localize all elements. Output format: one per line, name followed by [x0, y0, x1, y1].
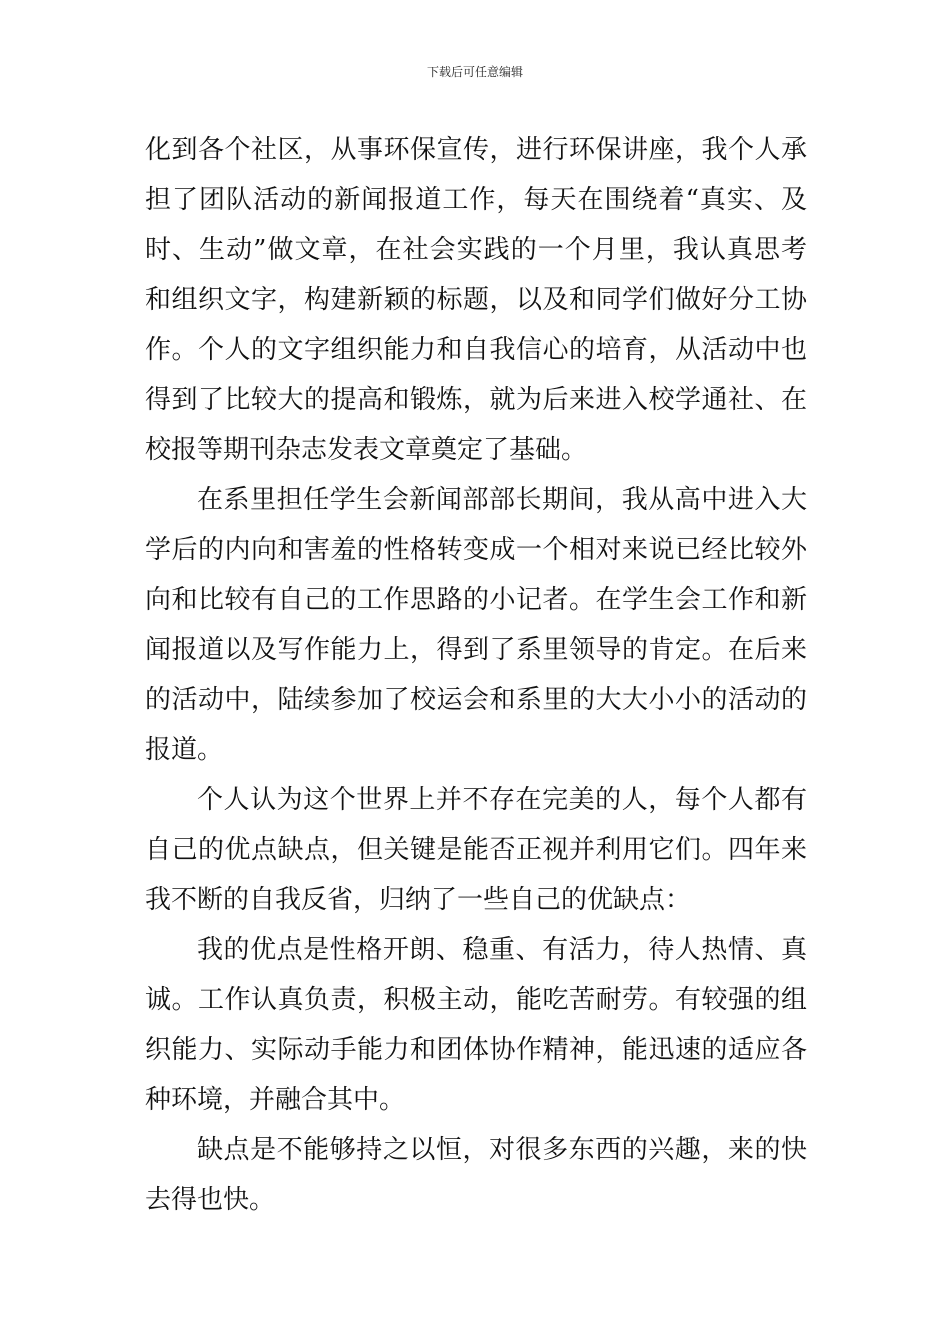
paragraph-strengths: 我的优点是性格开朗、稳重、有活力，待人热情、真诚。工作认真负责，积极主动，能吃苦耐劳。有较强的组织能力、实际动手能力和团体协作精神，能迅速的适应各种环境，并融合其中。: [145, 935, 807, 1115]
document-body: [145, 125, 807, 1225]
paragraph-news-department: 在系里担任学生会新闻部部长期间，我从高中进入大学后的内向和害羞的性格转变成一个相对来说已经比较外向和比较有自己的工作思路的小记者。在学生会工作和新闻报道以及写作能力上，得到了系里领导的肯定。在后来的活动中，陆续参加了校运会和系里的大大小小的活动的报道。: [145, 485, 807, 765]
page-header: 下载后可任意编辑: [426, 65, 523, 79]
paragraph-weaknesses: 缺点是不能够持之以恒，对很多东西的兴趣，来的快去得也快。: [145, 1135, 807, 1215]
paragraph-self-reflection: 个人认为这个世界上并不存在完美的人，每个人都有自己的优点缺点，但关键是能否正视并利用它们。四年来我不断的自我反省，归纳了一些自己的优缺点：: [145, 785, 807, 915]
paragraph-continued: 化到各个社区，从事环保宣传，进行环保讲座，我个人承担了团队活动的新闻报道工作，每天在围绕着“真实、及时、生动”做文章，在社会实践的一个月里，我认真思考和组织文字，构建新颖的标题，以及和同学们做好分工协作。个人的文字组织能力和自我信心的培育，从活动中也得到了比较大的提高和锻炼，就为后来进入校学通社、在校报等期刊杂志发表文章奠定了基础。: [145, 135, 807, 465]
